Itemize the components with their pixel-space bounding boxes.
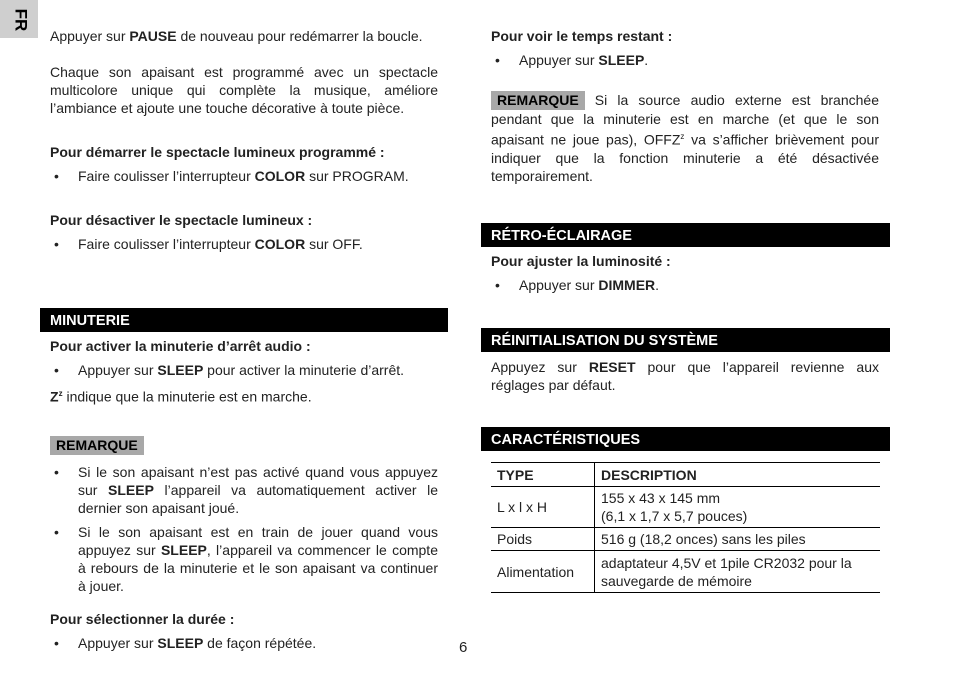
backlight-section — [491, 252, 879, 294]
external-audio-note: REMARQUE Si la source audio externe est branchée pendant que la minuterie est en marche (et que le son apaisant ne joue pas), OFFZ$^z$ va s’afficher brièvement pour indiquer que la fonction minuterie a été désactivée temporairement. — [491, 92, 879, 184]
table-row — [491, 487, 880, 528]
specs-section-header: CARACTÉRISTIQUES — [481, 427, 890, 451]
description-cell: adaptateur 4,5V et 1pile CR2032 pour la sauvegarde de mémoire — [595, 551, 881, 593]
reset-paragraph: Appuyez sur RESET pour que l’appareil revienne aux réglages par défaut. — [491, 359, 879, 393]
timer-section-header: MINUTERIE — [40, 308, 448, 332]
timer-section — [50, 337, 438, 652]
remaining-bullet: • Appuyer sur SLEEP. — [495, 52, 649, 68]
type-cell: Alimentation — [491, 551, 595, 593]
left-column — [50, 27, 438, 253]
note-tag: REMARQUE — [491, 91, 585, 110]
intro-paragraph: Chaque son apaisant est programmé avec un spectacle multicolore unique qui complète la musique, améliore l’ambiance et ajoute une touche décorative à toute pièce. — [50, 64, 438, 116]
backlight-section-header: RÉTRO-ÉCLAIRAGE — [481, 223, 890, 247]
right-column — [491, 27, 879, 185]
stop-show-bullet: • Faire coulisser l’interrupteur COLOR sur OFF. — [54, 236, 363, 252]
reset-section-header: RÉINITIALISATION DU SYSTÈME — [481, 328, 890, 352]
start-show-heading: Pour démarrer le spectacle lumineux programmé : — [50, 144, 385, 160]
description-cell: 155 x 43 x 145 mm (6,1 x 1,7 x 5,7 pouces) — [595, 487, 881, 528]
specs-table — [491, 462, 880, 593]
description-cell: 516 g (18,2 onces) sans les piles — [595, 528, 881, 551]
specs-table-wrapper — [491, 462, 880, 593]
type-column-header: TYPE — [491, 463, 595, 487]
brightness-bullet: • Appuyer sur DIMMER. — [495, 277, 660, 293]
note-bullet-2: • Si le son apaisant est en train de jouer quand vous appuyez sur SLEEP, l’appareil va commencer le compte à rebours de la minuterie et le son apaisant va continuer à jouer. — [54, 523, 438, 594]
table-row — [491, 528, 880, 551]
stop-show-heading: Pour désactiver le spectacle lumineux : — [50, 212, 313, 228]
note-bullet-1: • Si le son apaisant n’est pas activé quand vous appuyez sur SLEEP l’appareil va automatiquement activer le dernier son apaisant joué. — [54, 463, 439, 516]
duration-bullet: • Appuyer sur SLEEP de façon répétée. — [54, 634, 317, 651]
language-tab — [0, 0, 38, 38]
language-label: FR — [11, 8, 31, 32]
duration-heading: Pour sélectionner la durée : — [50, 610, 235, 627]
pause-paragraph: Appuyer sur PAUSE de nouveau pour redémarrer la boucle. — [50, 28, 423, 44]
table-row — [491, 551, 880, 593]
type-cell: L x l x H — [491, 487, 595, 528]
timer-heading: Pour activer la minuterie d’arrêt audio : — [50, 338, 311, 354]
brightness-heading: Pour ajuster la luminosité : — [491, 253, 671, 269]
timer-bullet: • Appuyer sur SLEEP pour activer la minuterie d’arrêt. — [54, 362, 405, 378]
remaining-heading: Pour voir le temps restant : — [491, 28, 673, 44]
sleep-indicator-icon: Z — [50, 388, 59, 405]
description-column-header: DESCRIPTION — [595, 463, 881, 487]
sleep-indicator-text: $Z^z$ indique que la minuterie est en marche. — [50, 388, 312, 405]
reset-section — [491, 358, 879, 394]
start-show-bullet: • Faire coulisser l’interrupteur COLOR sur PROGRAM. — [54, 168, 409, 184]
page-number: 6 — [459, 639, 468, 656]
note-tag: REMARQUE — [50, 436, 144, 455]
type-cell: Poids — [491, 528, 595, 551]
